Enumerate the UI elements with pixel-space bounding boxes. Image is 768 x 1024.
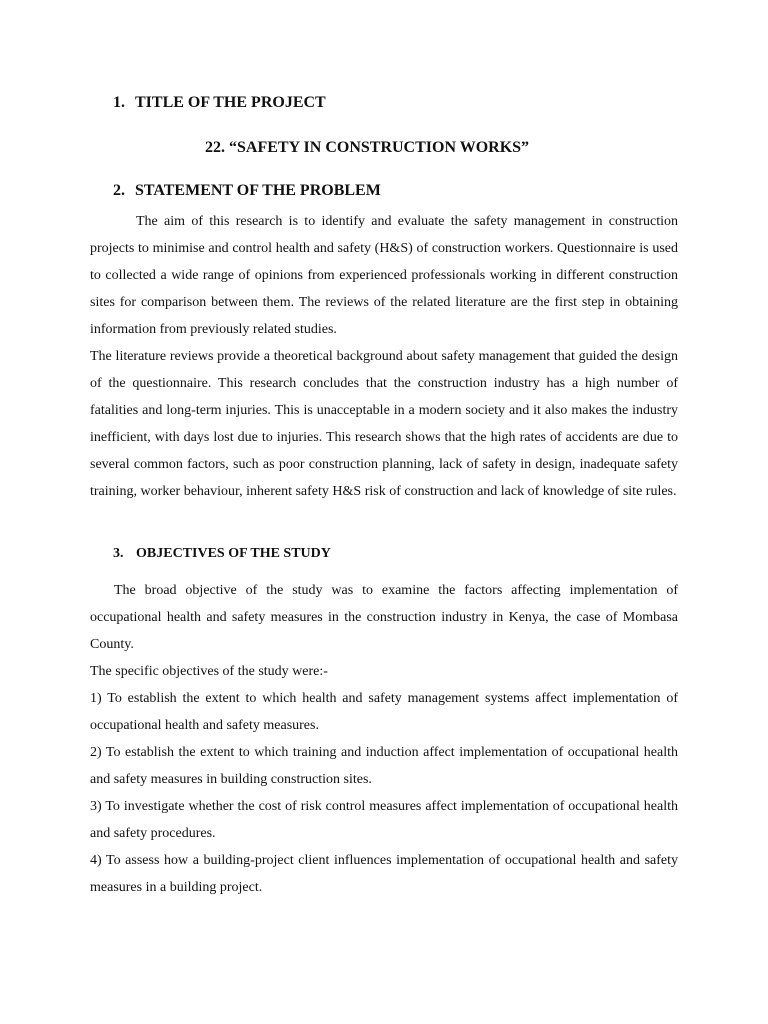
section-number: 2.	[113, 182, 125, 199]
section-title: STATEMENT OF THE PROBLEM	[135, 182, 381, 199]
section-number: 1.	[113, 94, 125, 111]
project-title: 22. “SAFETY IN CONSTRUCTION WORKS”	[205, 139, 530, 156]
section-heading-objectives	[113, 546, 331, 562]
section-title: OBJECTIVES OF THE STUDY	[136, 546, 331, 561]
specific-objectives-intro: The specific objectives of the study were:-	[90, 664, 328, 679]
objective-item-1: 1) To establish the extent to which health and safety management systems affect implementation of occupational health and safety measures.	[90, 691, 678, 733]
objective-item-3: 3) To investigate whether the cost of risk control measures affect implementation of occupational health and safety procedures.	[90, 799, 678, 841]
section-heading-problem	[113, 182, 381, 200]
objective-item-2: 2) To establish the extent to which training and induction affect implementation of occupational health and safety measures in building construction sites.	[90, 745, 678, 787]
section-number: 3.	[113, 546, 124, 561]
objectives-intro-paragraph: The broad objective of the study was to examine the factors affecting implementation of occupational health and safety measures in the construction industry in Kenya, the case of Mombasa County.	[90, 583, 678, 652]
objective-item-4: 4) To assess how a building-project client influences implementation of occupational health and safety measures in a building project.	[90, 853, 678, 895]
section-heading-title	[113, 94, 326, 112]
section-title: TITLE OF THE PROJECT	[135, 94, 326, 111]
problem-paragraph-1: The aim of this research is to identify and evaluate the safety management in construction projects to minimise and control health and safety (H&S) of construction workers. Questionnaire is used to collected a wide range of opinions from experienced professionals working in different construction sites for comparison between them. The reviews of the related literature are the first step in obtaining information from previously related studies.	[90, 214, 678, 337]
problem-paragraph-2: The literature reviews provide a theoretical background about safety management that guided the design of the questionnaire. This research concludes that the construction industry has a high number of fatalities and long-term injuries. This is unacceptable in a modern society and it also makes the industry inefficient, with days lost due to injuries. This research shows that the high rates of accidents are due to several common factors, such as poor construction planning, lack of safety in design, inadequate safety training, worker behaviour, inherent safety H&S risk of construction and lack of knowledge of site rules.	[90, 349, 678, 499]
